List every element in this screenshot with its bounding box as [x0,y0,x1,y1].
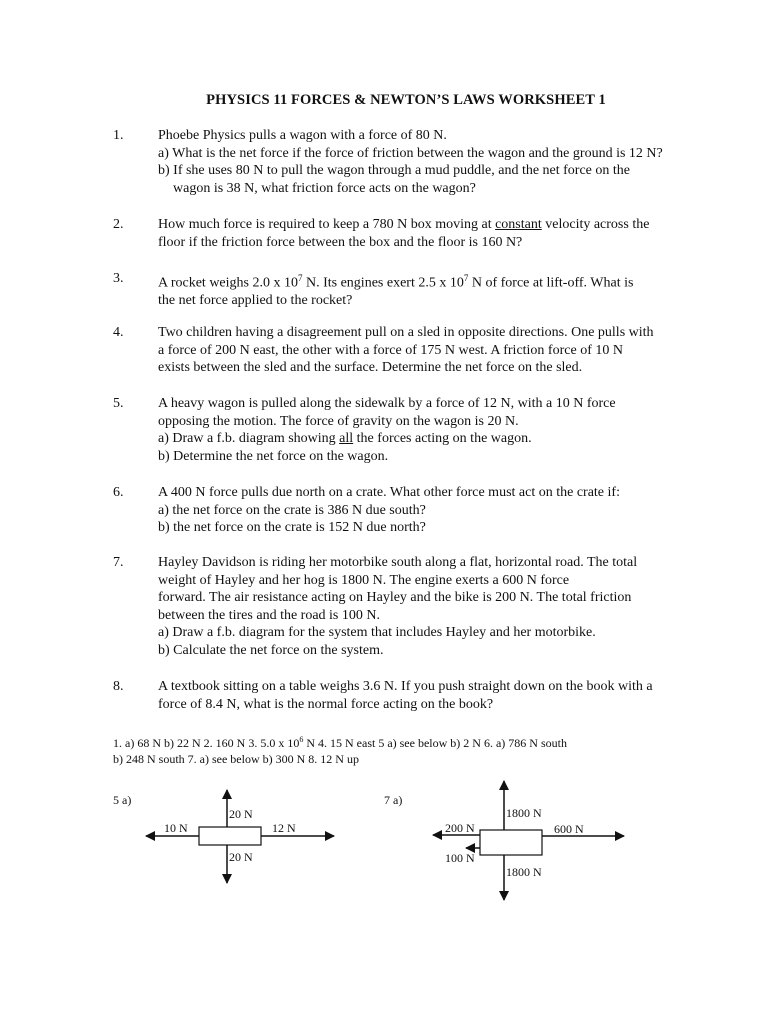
motorbike-box [480,830,542,855]
question-8 [113,678,713,713]
question-text-cont: weight of Hayley and her hog is 1800 N. The engine exerts a 600 N force [158,572,570,588]
up-force-label: 1800 N [506,806,542,820]
worksheet-title: PHYSICS 11 FORCES & NEWTON’S LAWS WORKSHEET 1 [206,92,606,108]
question-part-b: b) the net force on the crate is 152 N due north? [158,520,426,535]
question-text: A textbook sitting on a table weighs 3.6 N. If you push straight down on the book with a [158,679,653,694]
question-text: A 400 N force pulls due north on a crate. What other force must act on the crate if: [158,485,620,500]
superscript: 7 [463,273,469,283]
down-force-label: 1800 N [506,865,542,879]
question-number: 3. [113,271,124,286]
question-number: 2. [113,217,124,232]
text-segment: A rocket weighs 2.0 x 10 [158,275,298,291]
text-segment: How much force is required to keep a 780 N box moving at [158,217,496,232]
question-text-cont: the net force applied to the rocket? [158,293,353,309]
text-segment: the forces acting on the wagon. [353,431,532,446]
underlined-word: all [339,431,354,446]
underlined-word: constant [495,217,542,232]
superscript: 6 [299,735,304,744]
question-7 [113,554,713,659]
up-force-label: 20 N [229,807,253,821]
answer-line-1 [113,732,567,751]
answer-line-2: b) 248 N south 7. a) see below b) 300 N 8. 12 N up [113,752,359,766]
fbd-5a [110,780,350,890]
question-text-cont: force of 8.4 N, what is the normal force acting on the book? [158,696,494,712]
question-number: 7. [113,555,124,570]
question-text-cont: exists between the sled and the surface. Determine the net force on the sled. [158,360,583,375]
text-segment: N 4. 15 N east 5 a) see below b) 2 N 6. a) 786 N south [303,736,567,750]
question-number: 4. [113,325,124,340]
question-text-cont: between the tires and the road is 100 N. [158,607,380,623]
wagon-box [199,827,261,845]
question-text-cont: floor if the friction force between the box and the floor is 160 N? [158,234,523,250]
question-text-cont: opposing the motion. The force of gravity on the wagon is 20 N. [158,413,519,429]
down-force-label: 20 N [229,850,253,864]
question-part-b: b) Determine the net force on the wagon. [158,448,389,464]
question-text: Hayley Davidson is riding her motorbike south along a flat, horizontal road. The total [158,555,638,570]
question-part-a: a) the net force on the crate is 386 N due south? [158,502,426,518]
question-text-cont: forward. The air resistance acting on Hayley and the bike is 200 N. The total friction [158,590,632,605]
question-part-b: b) If she uses 80 N to pull the wagon through a mud puddle, and the net force on the [158,163,631,178]
question-part-b-cont: wagon is 38 N, what friction force acts on the wagon? [173,180,476,196]
left-force-label: 10 N [164,821,188,835]
question-3 [113,270,713,310]
question-part-b: b) Calculate the net force on the system. [158,642,384,658]
text-segment: velocity across the [541,217,650,232]
superscript: 7 [297,273,303,283]
question-number: 5. [113,396,124,411]
text-segment: a) Draw a f.b. diagram showing [158,431,340,446]
right-force-label: 12 N [272,821,296,835]
question-text: Two children having a disagreement pull on a sled in opposite directions. One pulls with [158,325,654,340]
question-part-a: a) Draw a f.b. diagram for the system that includes Hayley and her motorbike. [158,625,596,640]
question-number: 6. [113,485,124,500]
question-4 [113,324,713,377]
text-segment: N. Its engines exert 2.5 x 10 [302,275,464,291]
question-text: Phoebe Physics pulls a wagon with a force of 80 N. [158,128,447,143]
question-6 [113,484,713,537]
air-resistance-label: 200 N [445,821,475,835]
answer-key [113,732,567,767]
question-1 [113,127,713,197]
question-text: A heavy wagon is pulled along the sidewalk by a force of 12 N, with a 10 N force [158,396,616,411]
question-part-a [158,430,713,448]
friction-label: 100 N [445,851,475,865]
fbd-5a-svg [110,780,350,890]
question-text-cont: a force of 200 N east, the other with a force of 175 N west. A friction force of 10 N [158,342,623,358]
question-number: 8. [113,679,124,694]
diagram-label: 5 a) [113,793,132,807]
fbd-7a [380,775,640,905]
question-5 [113,395,713,465]
fbd-7a-svg [380,775,640,905]
text-segment: 1. a) 68 N b) 22 N 2. 160 N 3. 5.0 x 10 [113,736,300,750]
question-number: 1. [113,128,124,143]
question-2 [113,216,713,251]
question-part-a: a) What is the net force if the force of friction between the wagon and the ground is 12 N? [158,145,663,161]
question-text [158,270,713,292]
diagram-label: 7 a) [384,793,403,807]
text-segment: N of force at lift-off. What is [468,275,634,291]
question-text [158,216,713,234]
right-force-label: 600 N [554,822,584,836]
